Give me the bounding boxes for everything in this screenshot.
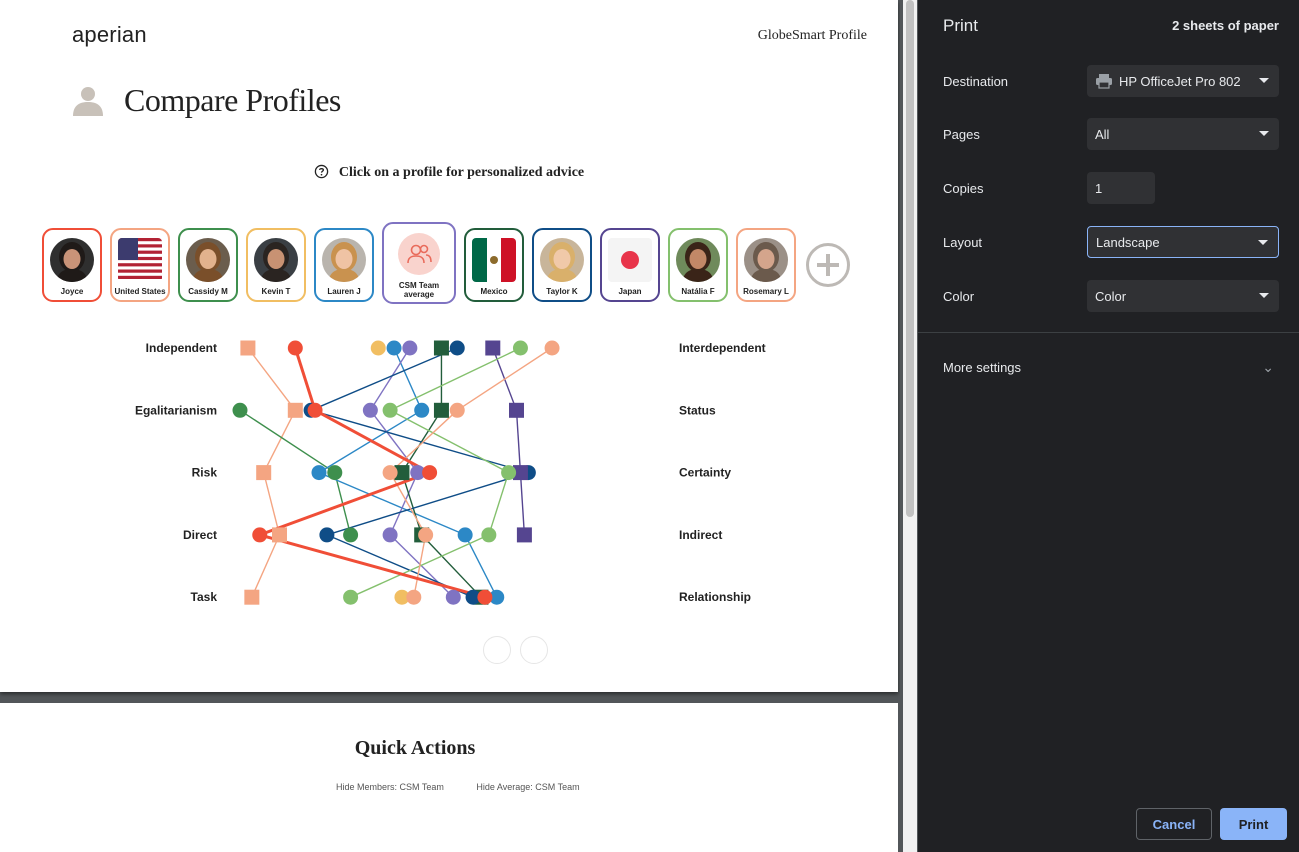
profile-name: Rosemary L: [743, 287, 789, 296]
data-point[interactable]: [477, 590, 492, 605]
layout-select[interactable]: Landscape: [1087, 226, 1279, 258]
profile-name: Taylor K: [546, 287, 578, 296]
series-line: [252, 535, 280, 597]
series-line: [315, 410, 430, 472]
data-point[interactable]: [434, 403, 449, 418]
dimension-right-label: Interdependent: [679, 341, 766, 355]
data-point[interactable]: [418, 527, 433, 542]
destination-value: HP OfficeJet Pro 802: [1119, 73, 1241, 89]
profile-name: United States: [114, 287, 166, 296]
panel-divider: [918, 332, 1299, 333]
data-point[interactable]: [233, 403, 248, 418]
data-point[interactable]: [343, 590, 358, 605]
profile-card[interactable]: [110, 228, 170, 302]
data-point[interactable]: [501, 465, 516, 480]
printer-icon: [1095, 73, 1113, 89]
series-line: [240, 410, 335, 472]
data-point[interactable]: [319, 527, 334, 542]
dimension-left-label: Direct: [182, 527, 217, 542]
data-point[interactable]: [383, 403, 398, 418]
dimension-right-label: Indirect: [679, 527, 723, 542]
profile-card[interactable]: [382, 222, 456, 304]
profile-card[interactable]: [464, 228, 524, 302]
profile-card[interactable]: [178, 228, 238, 302]
data-point[interactable]: [545, 341, 560, 356]
series-line: [311, 410, 528, 472]
data-point[interactable]: [434, 341, 449, 356]
cancel-button[interactable]: Cancel: [1136, 808, 1212, 840]
data-point[interactable]: [513, 341, 528, 356]
data-point[interactable]: [244, 590, 259, 605]
data-point[interactable]: [481, 527, 496, 542]
series-line: [264, 410, 296, 472]
profile-card[interactable]: [532, 228, 592, 302]
data-point[interactable]: [312, 465, 327, 480]
carousel-dot[interactable]: [483, 636, 511, 664]
data-point[interactable]: [450, 403, 465, 418]
profile-card[interactable]: [42, 228, 102, 302]
data-point[interactable]: [383, 465, 398, 480]
pages-select[interactable]: All: [1087, 118, 1279, 150]
color-row: [943, 280, 1279, 312]
data-point[interactable]: [343, 527, 358, 542]
data-point[interactable]: [458, 527, 473, 542]
team-icon: [397, 232, 441, 276]
data-point[interactable]: [485, 341, 500, 356]
add-profile-button[interactable]: [806, 243, 850, 287]
print-button[interactable]: Print: [1220, 808, 1287, 840]
question-circle-icon: [314, 164, 329, 179]
print-settings-panel: [918, 0, 1299, 852]
dimension-left-label: Egalitarianism: [134, 403, 217, 418]
scrollbar-thumb[interactable]: [906, 0, 914, 517]
data-point[interactable]: [387, 341, 402, 356]
avatar: [744, 238, 788, 282]
sheet-count: 2 sheets of paper: [1172, 18, 1279, 33]
profile-card[interactable]: [246, 228, 306, 302]
dimension-left-label: Risk: [191, 465, 217, 480]
data-point[interactable]: [450, 341, 465, 356]
destination-row: [943, 65, 1279, 97]
pages-label: Pages: [943, 126, 980, 142]
data-point[interactable]: [272, 527, 287, 542]
series-line: [517, 410, 521, 472]
quick-actions: [336, 782, 610, 792]
data-point[interactable]: [256, 465, 271, 480]
avatar: [540, 238, 584, 282]
destination-label: Destination: [943, 73, 1009, 89]
data-point[interactable]: [288, 341, 303, 356]
dimension-left-label: Task: [190, 590, 217, 605]
copies-input[interactable]: 1: [1087, 172, 1155, 204]
chevron-down-icon: ⌄: [1262, 359, 1274, 375]
copies-row: [943, 172, 1279, 204]
brand-logo: aperian: [72, 22, 147, 47]
data-point[interactable]: [414, 403, 429, 418]
series-line: [465, 535, 497, 597]
title-row: [72, 82, 341, 119]
hide-members-link[interactable]: Hide Members: CSM Team: [336, 782, 444, 792]
print-title: Print: [943, 16, 978, 35]
dimension-right-label: Status: [679, 403, 716, 418]
data-point[interactable]: [252, 527, 267, 542]
japan-flag-icon: [608, 238, 652, 282]
series-line: [311, 348, 457, 410]
preview-sheet-2: [0, 703, 898, 852]
data-point[interactable]: [406, 590, 421, 605]
destination-select[interactable]: [1087, 65, 1279, 97]
profile-card[interactable]: [600, 228, 660, 302]
dimension-right-label: Certainty: [679, 465, 732, 480]
series-line: [394, 348, 422, 410]
series-line: [414, 535, 426, 597]
carousel-dot[interactable]: [520, 636, 548, 664]
page-title: Compare Profiles: [124, 82, 341, 118]
more-settings-label: More settings: [943, 360, 1022, 375]
avatar: [50, 238, 94, 282]
help-hint: [0, 164, 898, 181]
profile-name: Mexico: [480, 287, 508, 296]
layout-label: Layout: [943, 234, 983, 250]
data-point[interactable]: [402, 341, 417, 356]
data-point[interactable]: [517, 527, 532, 542]
more-settings-toggle[interactable]: [943, 360, 1276, 375]
preview-scrollbar[interactable]: [903, 0, 917, 852]
series-line: [520, 473, 524, 535]
profile-name: Kevin T: [261, 287, 291, 296]
quick-actions-title: Quick Actions: [354, 737, 476, 759]
avatar: [186, 238, 230, 282]
dimension-left-label: Independent: [145, 341, 217, 355]
profile-name: Japan: [618, 287, 642, 296]
mexico-flag-icon: [472, 238, 516, 282]
avatar: [322, 238, 366, 282]
profile-name: Joyce: [60, 287, 84, 296]
profile-name: CSM Team average: [398, 281, 440, 299]
series-line: [295, 348, 315, 410]
copies-label: Copies: [943, 180, 984, 196]
layout-row: [943, 226, 1279, 258]
data-point[interactable]: [308, 403, 323, 418]
profile-card[interactable]: [736, 228, 796, 302]
color-label: Color: [943, 288, 975, 304]
comparison-chart: [0, 320, 898, 620]
profile-card[interactable]: [314, 228, 374, 302]
series-line: [457, 348, 552, 410]
series-line: [248, 348, 295, 410]
data-point[interactable]: [422, 465, 437, 480]
profile-name: Natália F: [681, 287, 715, 296]
data-point[interactable]: [371, 341, 386, 356]
data-point[interactable]: [509, 403, 524, 418]
dimension-right-label: Relationship: [679, 590, 752, 605]
data-point[interactable]: [383, 527, 398, 542]
pages-row: [943, 118, 1279, 150]
data-point[interactable]: [240, 341, 255, 356]
profile-name: Cassidy M: [188, 287, 228, 296]
profile-card[interactable]: [668, 228, 728, 302]
avatar: [676, 238, 720, 282]
profile-name: Lauren J: [327, 287, 361, 296]
series-line: [370, 348, 410, 410]
profile-cards: [42, 226, 850, 304]
series-line: [264, 473, 280, 535]
product-name: GlobeSmart Profile: [757, 28, 867, 43]
user-icon: [72, 86, 104, 116]
data-point[interactable]: [446, 590, 461, 605]
data-point[interactable]: [288, 403, 303, 418]
avatar: [254, 238, 298, 282]
series-line: [390, 410, 457, 472]
data-point[interactable]: [363, 403, 378, 418]
data-point[interactable]: [327, 465, 342, 480]
series-line: [390, 348, 520, 410]
help-text: Click on a profile for personalized advice: [338, 165, 585, 180]
color-select[interactable]: Color: [1087, 280, 1279, 312]
us-flag-icon: [118, 238, 162, 282]
hide-average-link[interactable]: Hide Average: CSM Team: [476, 782, 580, 792]
